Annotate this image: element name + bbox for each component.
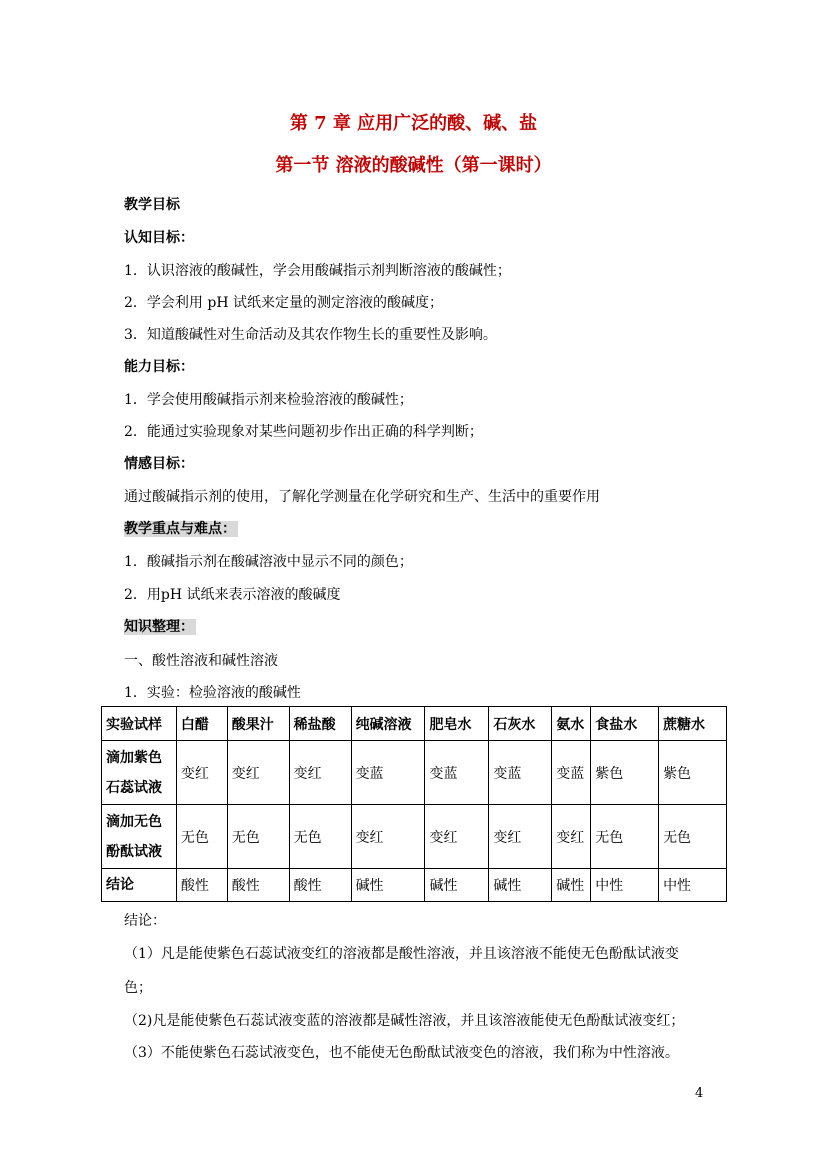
conclusion-item: （1）凡是能使紫色石蕊试液变红的溶液都是酸性溶液，并且该溶液不能使无色酚酞试液变 <box>124 946 679 962</box>
header-cell: 实验试样 <box>102 707 177 741</box>
table-cell: 酸性 <box>227 869 289 902</box>
row-label <box>102 741 177 805</box>
table-cell: 碱性 <box>425 869 489 902</box>
emotion-text: 通过酸碱指示剂的使用，了解化学测量在化学研究和生产、生活中的重要作用 <box>124 489 600 505</box>
table-header-row <box>102 707 727 741</box>
table-cell: 碱性 <box>489 869 552 902</box>
header-cell: 白醋 <box>176 707 227 741</box>
table-cell: 变红 <box>289 741 351 805</box>
conclusion-heading: 结论： <box>124 913 166 929</box>
section-title: 第一节 溶液的酸碱性（第一课时） <box>275 155 552 176</box>
row-label: 结论 <box>102 869 177 902</box>
cognitive-item: 3．知道酸碱性对生命活动及其农作物生长的重要性及影响。 <box>124 327 497 343</box>
table-cell: 变红 <box>227 741 289 805</box>
page-number: 4 <box>695 1086 704 1101</box>
knowledge-subheading: 一、酸性溶液和碱性溶液 <box>124 653 278 669</box>
key-points-heading-text: 教学重点与难点： <box>124 521 236 537</box>
table-cell: 碱性 <box>351 869 425 902</box>
key-point-item: 1．酸碱指示剂在酸碱溶液中显示不同的颜色； <box>124 554 413 570</box>
key-point-item: 2．用pH 试纸来表示溶液的酸碱度 <box>124 587 341 603</box>
row-label-line: 石蕊试液 <box>106 779 162 796</box>
chapter-title: 第 7 章 应用广泛的酸、碱、盐 <box>289 113 538 134</box>
table-cell: 碱性 <box>552 869 591 902</box>
conclusion-item: （3）不能使紫色石蕊试液变色，也不能使无色酚酞试液变色的溶液，我们称为中性溶液。 <box>124 1045 679 1061</box>
header-cell: 石灰水 <box>489 707 552 741</box>
header-cell: 肥皂水 <box>425 707 489 741</box>
table-cell: 紫色 <box>591 741 659 805</box>
header-cell: 氨水 <box>552 707 591 741</box>
table-cell: 变蓝 <box>425 741 489 805</box>
emotion-heading: 情感目标： <box>124 456 194 472</box>
table-cell: 无色 <box>289 805 351 869</box>
table-cell: 变蓝 <box>552 741 591 805</box>
table-row <box>102 869 727 902</box>
experiment-table <box>101 706 727 902</box>
header-cell: 酸果汁 <box>227 707 289 741</box>
experiment-title: 1．实验：检验溶液的酸碱性 <box>124 685 301 701</box>
objectives-heading: 教学目标 <box>124 197 180 213</box>
row-label-line: 滴加紫色 <box>106 749 162 766</box>
table-cell: 变红 <box>489 805 552 869</box>
conclusion-item: （2)凡是能使紫色石蕊试液变蓝的溶液都是碱性溶液，并且该溶液能使无色酚酞试液变红； <box>124 1013 685 1029</box>
table-cell: 酸性 <box>289 869 351 902</box>
header-cell: 蔗糖水 <box>659 707 727 741</box>
table-cell: 变红 <box>351 805 425 869</box>
table-cell: 变红 <box>425 805 489 869</box>
row-label <box>102 805 177 869</box>
table-cell: 变红 <box>552 805 591 869</box>
table-cell: 变红 <box>176 741 227 805</box>
cognitive-item: 2．学会利用 pH 试纸来定量的测定溶液的酸碱度； <box>124 295 443 311</box>
row-label-line: 滴加无色 <box>106 813 162 830</box>
table-cell: 中性 <box>591 869 659 902</box>
cognitive-item: 1．认识溶液的酸碱性，学会用酸碱指示剂判断溶液的酸碱性； <box>124 263 511 279</box>
table-cell: 无色 <box>659 805 727 869</box>
cognitive-heading: 认知目标： <box>124 230 194 246</box>
table-cell: 变蓝 <box>489 741 552 805</box>
table-row <box>102 805 727 869</box>
table-cell: 变蓝 <box>351 741 425 805</box>
ability-heading: 能力目标： <box>124 359 194 375</box>
header-cell: 纯碱溶液 <box>351 707 425 741</box>
table-cell: 中性 <box>659 869 727 902</box>
table-cell: 无色 <box>227 805 289 869</box>
ability-item: 1．学会使用酸碱指示剂来检验溶液的酸碱性； <box>124 392 413 408</box>
table-cell: 无色 <box>176 805 227 869</box>
table-cell: 紫色 <box>659 741 727 805</box>
header-cell: 稀盐酸 <box>289 707 351 741</box>
table-cell: 无色 <box>591 805 659 869</box>
table-row <box>102 741 727 805</box>
row-label-line: 酚酞试液 <box>106 843 162 860</box>
knowledge-heading-text: 知识整理： <box>124 619 194 635</box>
ability-item: 2．能通过实验现象对某些问题初步作出正确的科学判断； <box>124 424 483 440</box>
header-cell: 食盐水 <box>591 707 659 741</box>
key-points-heading <box>124 519 238 539</box>
table-cell: 酸性 <box>176 869 227 902</box>
knowledge-heading <box>124 617 196 637</box>
conclusion-item: 色； <box>124 980 152 996</box>
